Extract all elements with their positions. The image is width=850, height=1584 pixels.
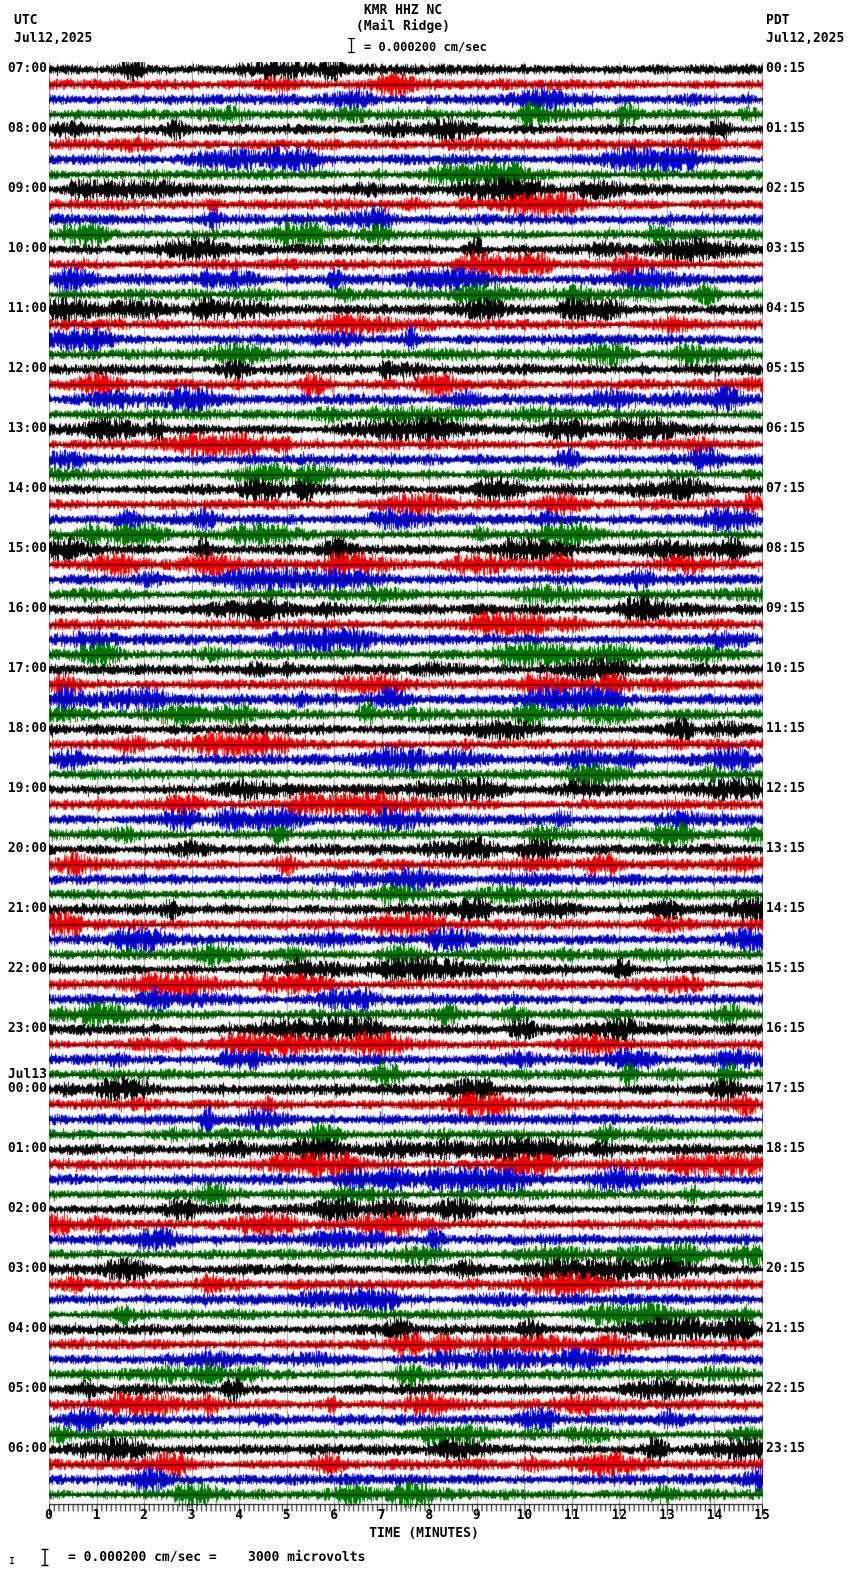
header-scale-label: = 0.000200 cm/sec	[364, 40, 487, 54]
utc-hour-label: 11:00	[7, 301, 47, 316]
pdt-hour-label: 09:15	[766, 601, 806, 616]
pdt-hour-label: 22:15	[766, 1381, 806, 1396]
date-right-label: Jul12,2025	[766, 31, 845, 46]
utc-hour-label: 01:00	[7, 1141, 47, 1156]
pdt-hour-label: 16:15	[766, 1021, 806, 1036]
x-axis-title: TIME (MINUTES)	[369, 1526, 479, 1541]
footer-scale-label: = 0.000200 cm/sec = 3000 microvolts	[68, 1550, 366, 1565]
pdt-hour-label: 13:15	[766, 841, 806, 856]
utc-hour-label: 23:00	[7, 1021, 47, 1036]
pdt-hour-label: 19:15	[766, 1201, 806, 1216]
footer-scale-bar-icon	[40, 1548, 50, 1567]
station-subtitle: (Mail Ridge)	[356, 19, 450, 34]
utc-hour-label: 02:00	[7, 1201, 47, 1216]
timezone-left-label: UTC	[14, 13, 38, 28]
pdt-hour-label: 23:15	[766, 1441, 806, 1456]
footer-scale-mark-icon	[9, 1556, 15, 1565]
utc-hour-label: 14:00	[7, 481, 47, 496]
utc-hour-label: 22:00	[7, 961, 47, 976]
timezone-right-label: PDT	[766, 13, 790, 28]
pdt-hour-label: 07:15	[766, 481, 806, 496]
pdt-hour-label: 08:15	[766, 541, 806, 556]
pdt-hour-label: 00:15	[766, 61, 806, 76]
x-tick-label: 5	[282, 1508, 291, 1523]
utc-hour-label: 21:00	[7, 901, 47, 916]
utc-hour-label: 19:00	[7, 781, 47, 796]
utc-hour-label: 18:00	[7, 721, 47, 736]
utc-hour-label: 09:00	[7, 181, 47, 196]
utc-hour-label: 07:00	[7, 61, 47, 76]
pdt-hour-label: 17:15	[766, 1081, 806, 1096]
utc-hour-label: 17:00	[7, 661, 47, 676]
x-tick-label: 2	[140, 1508, 148, 1523]
x-tick-label: 14	[706, 1508, 723, 1523]
utc-hour-label: 03:00	[7, 1261, 47, 1276]
x-tick-label: 12	[611, 1508, 628, 1523]
pdt-hour-label: 06:15	[766, 421, 806, 436]
utc-hour-label: 00:00	[7, 1081, 47, 1096]
x-tick-label: 7	[377, 1508, 386, 1523]
x-tick-label: 4	[235, 1508, 244, 1523]
pdt-hour-label: 20:15	[766, 1261, 806, 1276]
utc-hour-label: 08:00	[7, 121, 47, 136]
seismogram-canvas	[49, 62, 763, 1517]
pdt-hour-label: 15:15	[766, 961, 806, 976]
utc-hour-label: 12:00	[7, 361, 47, 376]
pdt-hour-label: 21:15	[766, 1321, 806, 1336]
utc-hour-label: 16:00	[7, 601, 47, 616]
pdt-hour-label: 18:15	[766, 1141, 806, 1156]
utc-hour-label: 13:00	[7, 421, 47, 436]
pdt-hour-label: 12:15	[766, 781, 806, 796]
x-tick-label: 13	[659, 1508, 675, 1523]
pdt-hour-label: 05:15	[766, 361, 806, 376]
station-title: KMR HHZ NC	[363, 3, 443, 18]
pdt-hour-label: 03:15	[766, 241, 806, 256]
utc-hour-label: 05:00	[7, 1381, 47, 1396]
x-tick-label: 10	[516, 1508, 533, 1523]
x-tick-label: 6	[330, 1508, 339, 1523]
pdt-hour-label: 10:15	[766, 661, 806, 676]
utc-hour-label: 20:00	[7, 841, 47, 856]
x-tick-label: 15	[754, 1508, 770, 1523]
pdt-hour-label: 04:15	[766, 301, 806, 316]
utc-hour-label: 10:00	[7, 241, 47, 256]
utc-hour-label: 06:00	[7, 1441, 47, 1456]
x-tick-label: 0	[45, 1508, 53, 1523]
pdt-hour-label: 02:15	[766, 181, 806, 196]
utc-hour-label: 04:00	[7, 1321, 47, 1336]
scale-bar-icon	[347, 37, 356, 54]
x-tick-label: 9	[472, 1508, 481, 1523]
pdt-hour-label: 01:15	[766, 121, 806, 136]
x-tick-label: 8	[425, 1508, 434, 1523]
pdt-hour-label: 11:15	[766, 721, 806, 736]
x-tick-label: 3	[187, 1508, 196, 1523]
x-tick-label: 1	[92, 1508, 101, 1523]
x-tick-label: 11	[564, 1508, 580, 1523]
utc-hour-label: 15:00	[7, 541, 47, 556]
pdt-hour-label: 14:15	[766, 901, 806, 916]
date-rollover-label: Jul13	[7, 1067, 47, 1082]
date-left-label: Jul12,2025	[14, 31, 93, 46]
